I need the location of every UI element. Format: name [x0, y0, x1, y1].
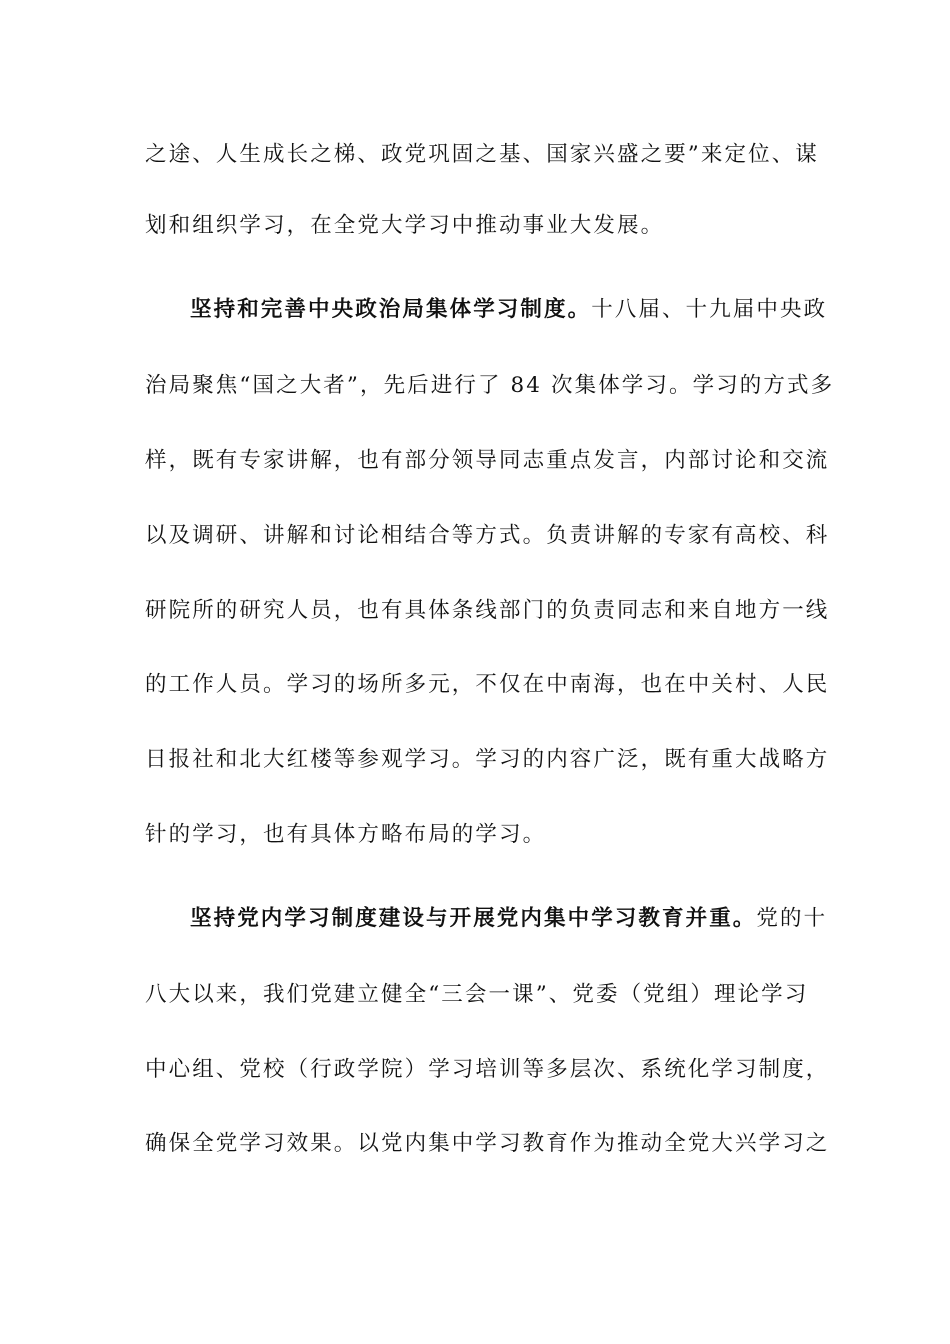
paragraph-3-line-1 — [190, 904, 855, 934]
paragraph-2-heading: 坚持和完善中央政治局集体学习制度。 — [190, 297, 592, 322]
paragraph-3-line-1-rest: 党的十 — [756, 906, 828, 931]
paragraph-2-line-1-rest: 十八届、十九届中央政 — [591, 297, 828, 322]
paragraph-2-line-5: 研院所的研究人员，也有具体条线部门的负责同志和来自地方一线 — [145, 598, 830, 623]
paragraph-2-line-2: 治局聚焦“国之大者”，先后进行了 84 次集体学习。学习的方式多 — [145, 373, 835, 398]
paragraph-1-line-2: 划和组织学习，在全党大学习中推动事业大发展。 — [145, 213, 665, 238]
paragraph-3-line-2: 八大以来，我们党建立健全“三会一课”、党委（党组）理论学习 — [145, 982, 809, 1007]
paragraph-3-line-3: 中心组、党校（行政学院）学习培训等多层次、系统化学习制度， — [145, 1057, 830, 1082]
paragraph-2-line-1 — [190, 295, 855, 325]
paragraph-1-line-1: 之途、人生成长之梯、政党巩固之基、国家兴盛之要”来定位、谋 — [145, 142, 819, 167]
paragraph-2-line-7: 日报社和北大红楼等参观学习。学习的内容广泛，既有重大战略方 — [145, 747, 830, 772]
paragraph-3-heading: 坚持党内学习制度建设与开展党内集中学习教育并重。 — [190, 906, 757, 931]
paragraph-2-line-8: 针的学习，也有具体方略布局的学习。 — [145, 822, 547, 847]
paragraph-3-line-4: 确保全党学习效果。以党内集中学习教育作为推动全党大兴学习之 — [145, 1131, 830, 1156]
paragraph-2-line-6: 的工作人员。学习的场所多元，不仅在中南海，也在中关村、人民 — [145, 672, 830, 697]
paragraph-2-line-4: 以及调研、讲解和讨论相结合等方式。负责讲解的专家有高校、科 — [145, 523, 830, 548]
paragraph-2-line-3: 样，既有专家讲解，也有部分领导同志重点发言，内部讨论和交流 — [145, 448, 830, 473]
